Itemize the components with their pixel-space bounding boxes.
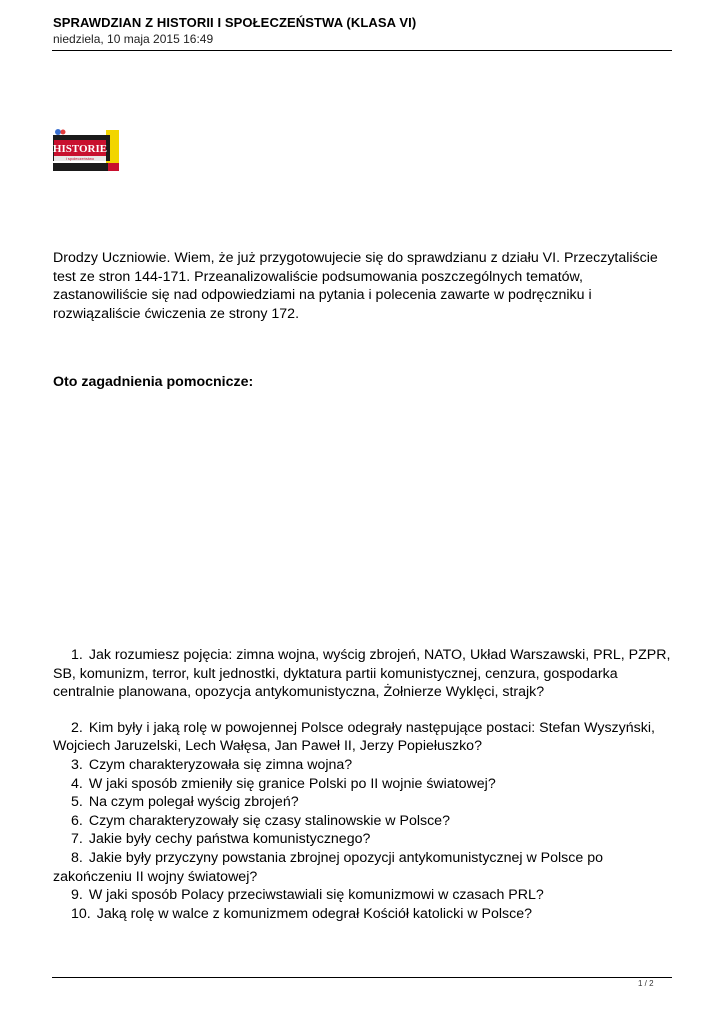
list-item	[53, 812, 678, 831]
question-number: 7.	[71, 831, 83, 848]
question-text: W jaki sposób Polacy przeciwstawiali się komunizmowi w czasach PRL?	[88, 887, 544, 904]
list-item	[53, 756, 678, 775]
question-list	[53, 646, 678, 923]
logo-subtitle: i społeczeństwo	[65, 156, 95, 161]
question-number: 6.	[71, 812, 83, 829]
list-item	[53, 646, 678, 702]
question-number: 10.	[71, 905, 91, 922]
question-number: 9.	[71, 887, 83, 904]
question-text: Jakie były cechy państwa komunistycznego?	[88, 831, 371, 848]
list-item	[53, 719, 678, 756]
question-number: 2.	[71, 719, 83, 736]
list-item	[53, 886, 678, 905]
logo-text: HISTORIE	[52, 143, 108, 155]
page-number: 1 / 2	[638, 979, 654, 988]
document-date: niedziela, 10 maja 2015 16:49	[53, 32, 214, 46]
question-number: 1.	[71, 647, 83, 663]
footer-divider	[52, 977, 672, 978]
intro-paragraph: Drodzy Uczniowie. Wiem, że już przygotowujecie się do sprawdzianu z działu VI. Przeczytaliście test ze stron 144-171. Przeanalizowaliście podsumowania poszczególnych tematów, zastanowiliście się nad odpowiedziami na pytania i polecenia zawarte w podręczniku i rozwiązaliście ćwiczenia ze strony 172.	[53, 250, 658, 322]
list-item	[53, 830, 678, 849]
question-number: 3.	[71, 756, 83, 773]
question-text: Kim były i jaką rolę w powojennej Polsce odegrały następujące postaci: Stefan Wyszyński, Wojciech Jaruzelski, Lech Wałęsa, Jan Paweł II, Jerzy Popiełuszko?	[53, 719, 655, 755]
question-text: Jaką rolę w walce z komunizmem odegrał Kościół katolicki w Polsce?	[96, 905, 532, 922]
document-title: SPRAWDZIAN Z HISTORII I SPOŁECZEŃSTWA (KLASA VI)	[53, 15, 417, 30]
question-text: Jakie były przyczyny powstania zbrojnej opozycji antykomunistycznej w Polsce po zakończeniu II wojny światowej?	[53, 849, 603, 885]
list-item	[53, 793, 678, 812]
question-text: Czym charakteryzowały się czasy stalinowskie w Polsce?	[88, 812, 450, 829]
question-text: Na czym polegał wyścig zbrojeń?	[88, 794, 299, 811]
question-text: Jak rozumiesz pojęcia: zimna wojna, wyścig zbrojeń, NATO, Układ Warszawski, PRL, PZPR, SB, komunizm, terror, kult jednostki, dyktatura partii komunistycznej, cenzura, gospodarka centralnie planowana, opozycja antykomunistyczna, Żołnierze Wyklęci, strajk?	[53, 647, 671, 701]
historie-logo	[51, 127, 122, 173]
section-heading: Oto zagadnienia pomocnicze:	[53, 374, 254, 390]
list-item	[53, 905, 678, 924]
question-text: W jaki sposób zmieniły się granice Polski po II wojnie światowej?	[88, 775, 496, 792]
list-item	[53, 775, 678, 794]
question-text: Czym charakteryzowała się zimna wojna?	[88, 756, 353, 773]
question-number: 8.	[71, 849, 83, 866]
list-item	[53, 849, 678, 886]
question-number: 5.	[71, 794, 83, 811]
question-number: 4.	[71, 775, 83, 792]
header-divider	[52, 50, 672, 51]
